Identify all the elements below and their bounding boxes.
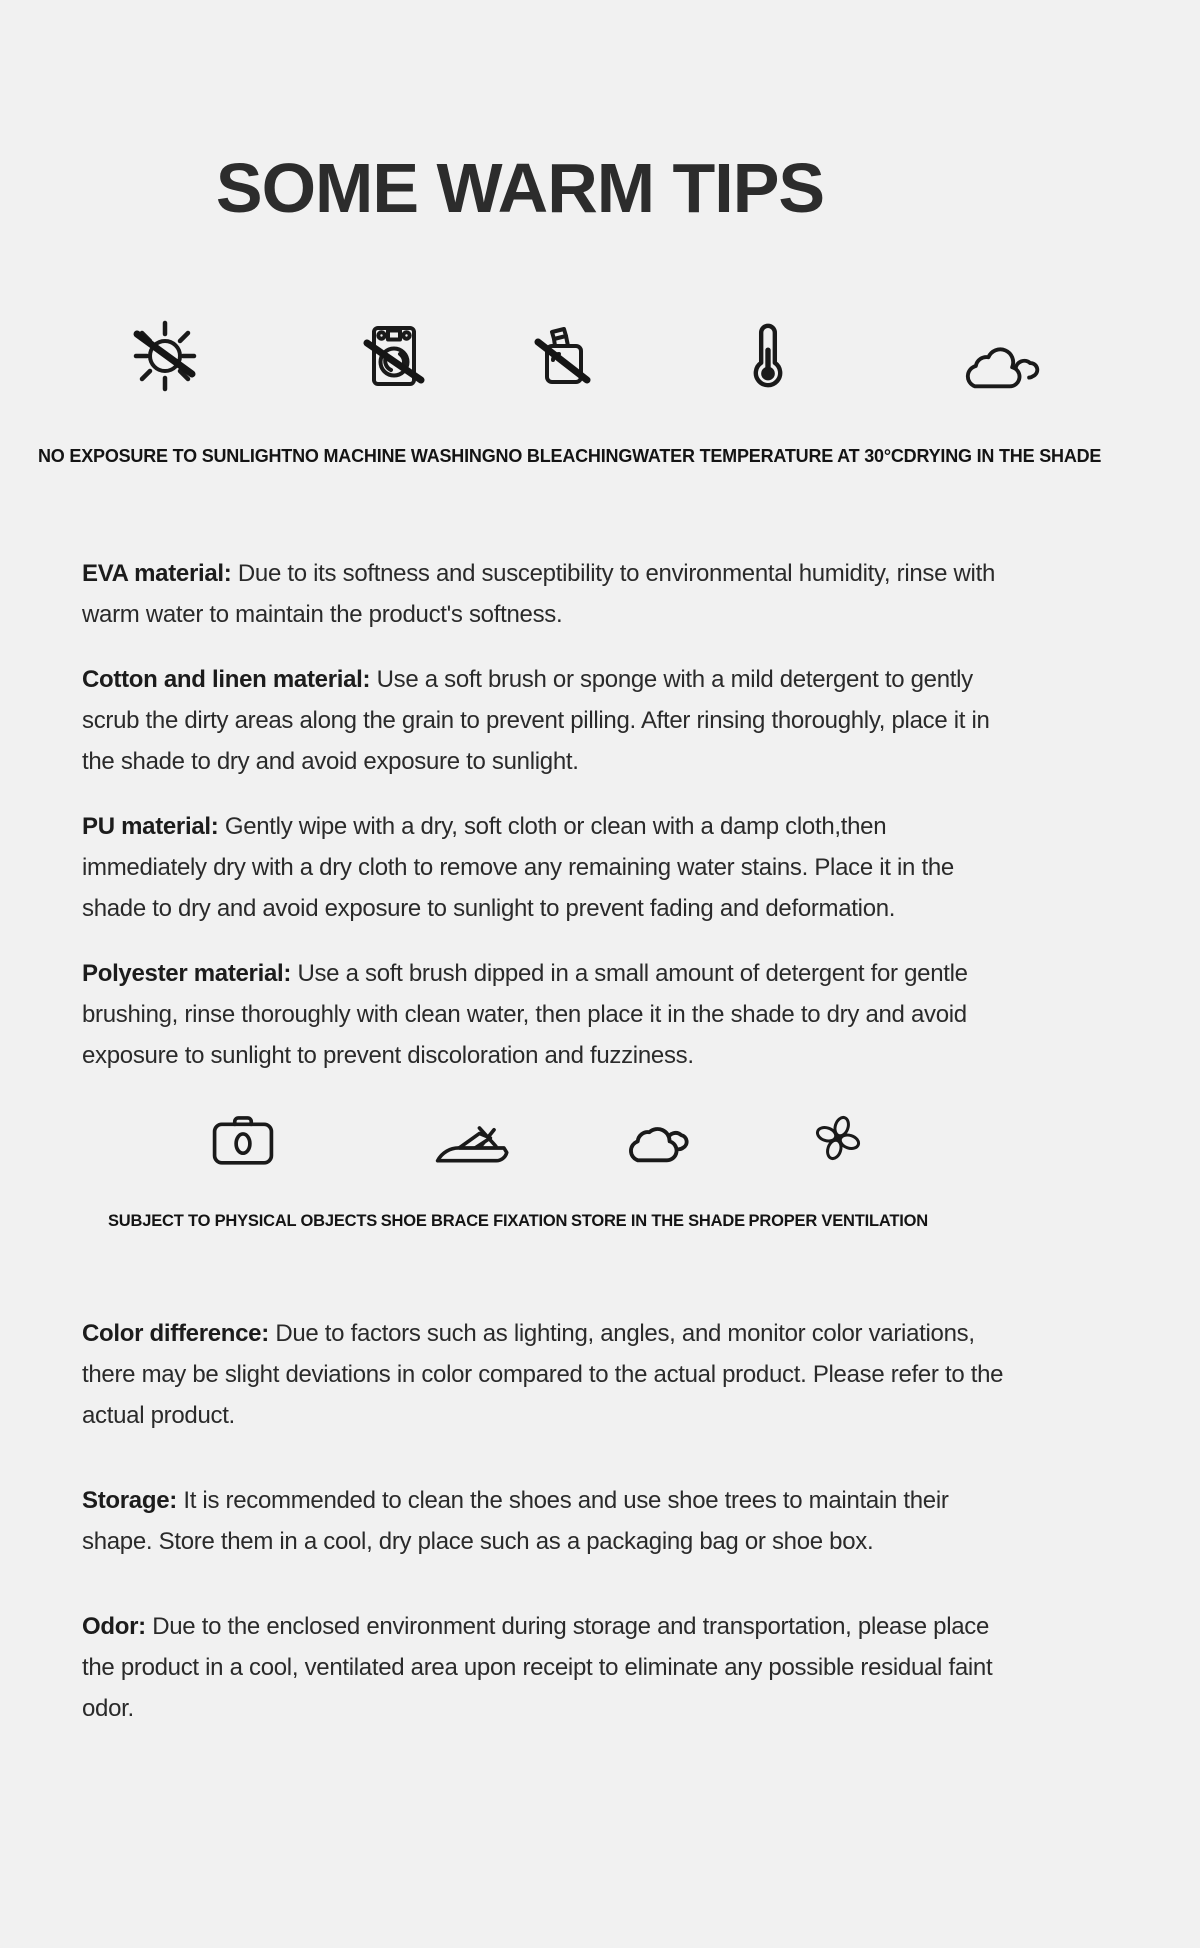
care-icon-row-2 [0,1106,1040,1231]
care-icon-label: STORE IN THE SHADE [570,1212,745,1230]
tip-body: Gently wipe with a dry, soft cloth or clean with a damp cloth,then immediately dry with a dry cloth to remove any remaining water stains. Place it in the shade to dry and avoid exposure to sunlight to prevent fading and deformation. [82,813,954,922]
tip-eva-material [82,553,1012,635]
tip-cotton-linen-material [82,659,1012,782]
fan-icon [808,1106,868,1168]
care-item-physical-objects [108,1106,377,1231]
tip-body: Use a soft brush or sponge with a mild detergent to gently scrub the dirty areas along the grain to prevent pilling. After rinsing thoroughly, place it in the shade to dry and avoid exposure to sunlight. [82,666,990,775]
tip-pu-material [82,806,1012,929]
tip-body: Use a soft brush dipped in a small amount of detergent for gentle brushing, rinse thoroughly with clean water, then place it in the shade to dry and avoid exposure to sunlight to prevent discoloration and fuzziness. [82,960,968,1069]
tip-heading: EVA material: [82,560,232,587]
material-care-tips [82,553,1012,1076]
tip-heading: Cotton and linen material: [82,666,371,693]
care-icon-label: NO EXPOSURE TO SUNLIGHT [38,446,293,466]
warm-tips-page [0,148,1102,1729]
general-tips [82,1313,1012,1729]
care-icon-row-1 [0,308,1102,467]
care-item-drying-in-shade [904,308,1102,467]
care-item-no-machine-washing [292,308,495,467]
care-icon-label: NO BLEACHING [495,446,633,466]
drying-clouds-icon [953,308,1051,396]
tip-heading: Storage: [82,1487,177,1514]
care-icon-label: SHOE BRACE FIXATION [380,1212,568,1230]
care-item-no-bleaching [496,308,633,467]
care-icon-label: WATER TEMPERATURE AT 30°C [632,446,904,466]
care-item-no-sunlight [38,308,292,467]
tip-heading: Polyester material: [82,960,292,987]
tip-body: It is recommended to clean the shoes and use shoe trees to maintain their shape. Store them in a cool, dry place such as a packaging bag or shoe box. [82,1487,949,1555]
care-item-ventilation [749,1106,928,1231]
tip-body: Due to factors such as lighting, angles, and monitor color variations, there may be slight deviations in color compared to the actual product. Please refer to the actual product. [82,1320,1004,1429]
shoe-brace-icon [428,1106,520,1168]
thermometer-icon [729,308,807,396]
tip-heading: Odor: [82,1613,146,1640]
tip-polyester-material [82,953,1012,1076]
tip-body: Due to the enclosed environment during storage and transportation, please place the product in a cool, ventilated area upon receipt to eliminate any possible residual faint odor. [82,1613,993,1722]
tip-color-difference [82,1313,1012,1436]
care-icon-label: SUBJECT TO PHYSICAL OBJECTS [108,1212,378,1230]
page-title: SOME WARM TIPS [215,149,825,227]
care-icon-label: NO MACHINE WASHING [292,446,496,466]
tip-heading: Color difference: [82,1320,269,1347]
care-icon-label: DRYING IN THE SHADE [903,446,1102,466]
no-machine-washing-icon [354,308,434,396]
care-item-store-in-shade [571,1106,745,1231]
no-sunlight-icon [121,308,209,396]
care-icon-label: PROPER VENTILATION [748,1212,928,1230]
camera-icon [210,1106,276,1168]
tip-storage [82,1480,1012,1562]
care-item-shoe-brace [381,1106,568,1231]
cloud-icon [617,1106,699,1168]
tip-heading: PU material: [82,813,219,840]
tip-odor [82,1606,1012,1729]
care-item-water-temperature [632,308,904,467]
no-bleaching-icon [524,308,604,396]
tip-body: Due to its softness and susceptibility to environmental humidity, rinse with warm water to maintain the product's softness. [82,560,995,628]
